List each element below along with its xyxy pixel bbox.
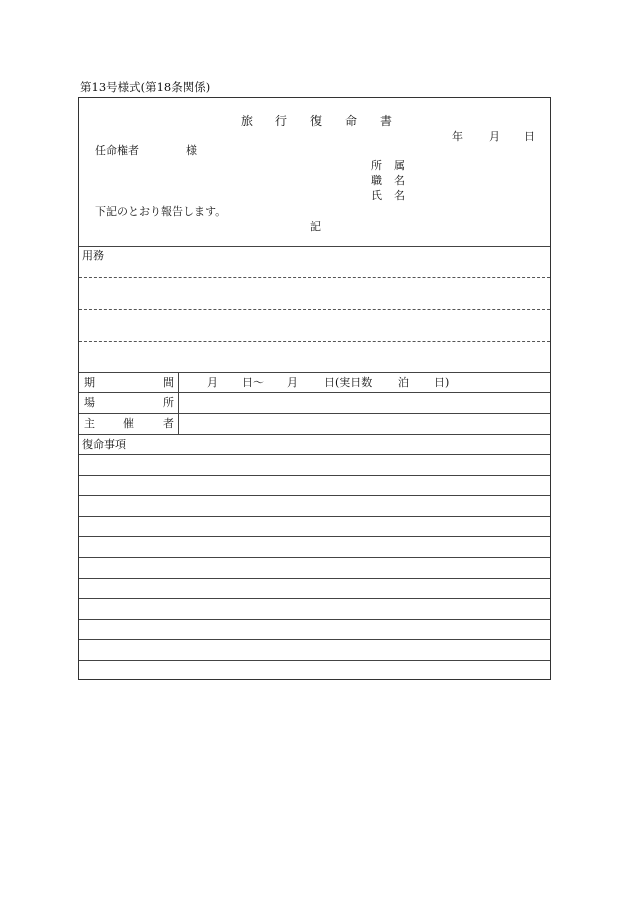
organizer-label-char: 主 <box>84 417 95 430</box>
note-mark: 記 <box>310 220 321 233</box>
report-line <box>79 475 550 476</box>
report-line <box>79 578 550 579</box>
place-label-char: 所 <box>163 396 174 409</box>
period-end-day: 日(実日数 <box>324 376 373 389</box>
purpose-line <box>79 341 550 342</box>
organizer-label-char: 催 <box>123 417 134 430</box>
period-start-day: 日〜 <box>242 376 264 389</box>
title-char: 書 <box>380 114 393 128</box>
job-title-label-char: 名 <box>394 174 405 187</box>
nights-label: 泊 <box>398 376 409 389</box>
honorific: 様 <box>186 144 197 157</box>
report-line <box>79 639 550 640</box>
report-line <box>79 660 550 661</box>
date-line <box>79 128 550 142</box>
purpose-label: 用務 <box>82 249 104 262</box>
report-line <box>79 495 550 496</box>
divider <box>79 392 550 393</box>
report-line <box>79 516 550 517</box>
report-line <box>79 536 550 537</box>
addressee-label: 任命権者 <box>95 144 139 157</box>
title-char: 命 <box>345 114 358 128</box>
date-day-label: 日 <box>524 130 535 143</box>
purpose-line <box>79 277 550 278</box>
travel-report-form <box>78 97 551 680</box>
report-line <box>79 557 550 558</box>
date-month-label: 月 <box>489 130 500 143</box>
report-items-label: 復命事項 <box>82 438 126 451</box>
document-title <box>79 112 550 126</box>
name-label-char: 名 <box>394 189 405 202</box>
place-label-char: 場 <box>84 396 95 409</box>
report-line <box>79 598 550 599</box>
period-label-char: 間 <box>163 376 174 389</box>
date-year-label: 年 <box>452 130 463 143</box>
report-line <box>79 454 550 455</box>
period-end-month: 月 <box>287 376 298 389</box>
divider <box>79 246 550 247</box>
affiliation-label-char: 所 <box>371 159 382 172</box>
label-column-divider <box>178 372 179 434</box>
divider <box>79 372 550 373</box>
period-start-month: 月 <box>207 376 218 389</box>
title-char: 行 <box>275 114 288 128</box>
divider <box>79 434 550 435</box>
title-char: 復 <box>310 114 323 128</box>
organizer-label-char: 者 <box>163 417 174 430</box>
form-number: 第13号様式(第18条関係) <box>80 80 211 94</box>
affiliation-label-char: 属 <box>394 159 405 172</box>
period-label-char: 期 <box>84 376 95 389</box>
job-title-label-char: 職 <box>371 174 382 187</box>
days-label: 日) <box>434 376 450 389</box>
divider <box>79 413 550 414</box>
title-char: 旅 <box>241 114 254 128</box>
name-label-char: 氏 <box>371 189 382 202</box>
report-statement: 下記のとおり報告します。 <box>95 205 227 218</box>
report-line <box>79 619 550 620</box>
purpose-line <box>79 309 550 310</box>
